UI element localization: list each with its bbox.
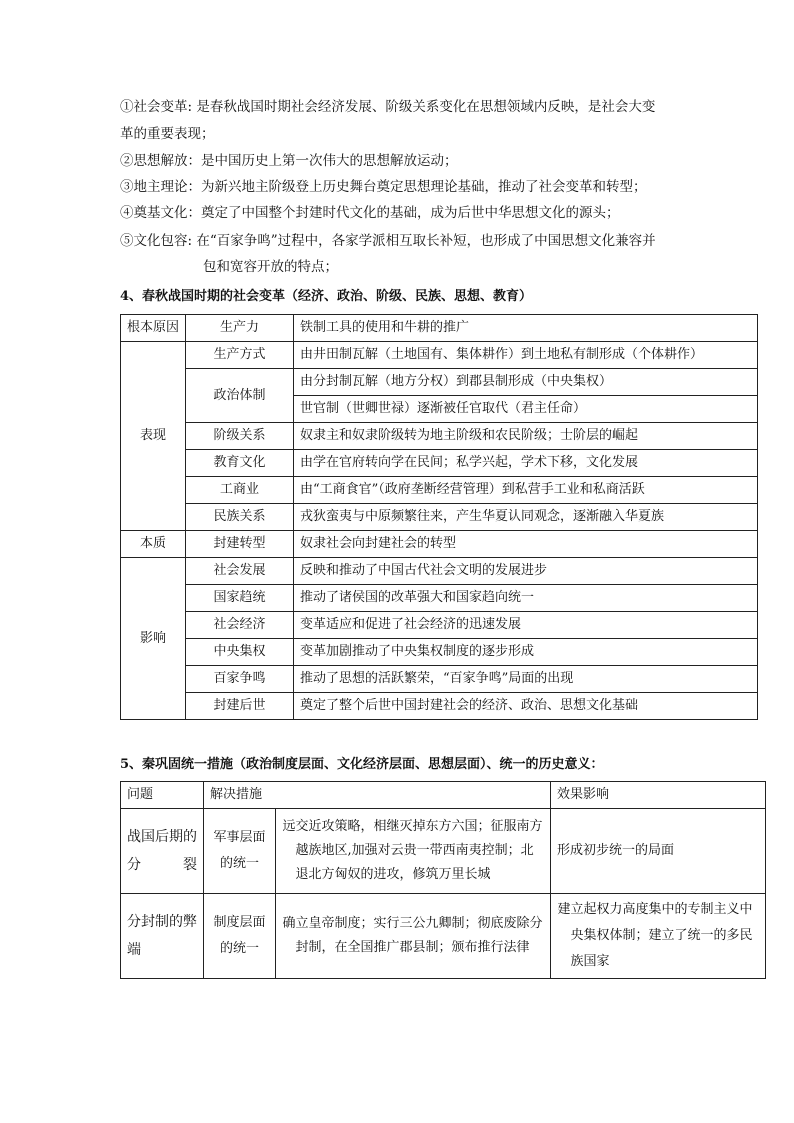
impact-key: 社会经济 xyxy=(186,612,294,639)
measure-cell: 确立皇帝制度；实行三公九卿制；彻底废除分封制，在全国推广郡县制；颁布推行法律 xyxy=(276,894,551,979)
table-row xyxy=(121,531,758,558)
impact-value: 反映和推动了中国古代社会文明的发展进步 xyxy=(294,558,758,585)
row-value: 由分封制瓦解（地方分权）到郡县制形成（中央集权） xyxy=(294,369,758,396)
row-key: 生产方式 xyxy=(186,342,294,369)
table-row xyxy=(121,423,758,450)
table-row xyxy=(121,639,758,666)
impact-label: 影响 xyxy=(121,558,186,720)
table-row xyxy=(121,782,766,809)
level-cell: 军事层面的统一 xyxy=(204,809,276,894)
table-row xyxy=(121,693,758,720)
section5-title: 5、秦巩固统一措施（政治制度层面、文化经济层面、思想层面）、统一的历史意义： xyxy=(120,757,604,772)
section4-title: 4、春秋战国时期的社会变革（经济、政治、阶级、民族、思想、教育） xyxy=(120,289,533,304)
row-key: 民族关系 xyxy=(186,504,294,531)
measure-cell: 远交近攻策略，相继灭掉东方六国；征服南方越族地区,加强对云贵一带西南夷控制；北退北方匈奴的进攻，修筑万里长城 xyxy=(276,809,551,894)
row-value: 世官制（世卿世禄）逐渐被任官取代（君主任命） xyxy=(294,396,758,423)
intro-line-2: ②思想解放：是中国历史上第一次伟大的思想解放运动； xyxy=(120,153,458,169)
impact-key: 中央集权 xyxy=(186,639,294,666)
row-key: 工商业 xyxy=(186,477,294,504)
essence-item: 封建转型 xyxy=(186,531,294,558)
table-row xyxy=(121,666,758,693)
problem-cell: 战国后期的分裂 xyxy=(121,809,204,894)
impact-key: 国家趋统 xyxy=(186,585,294,612)
intro-line-5: ⑤文化包容: 在“百家争鸣”过程中，各家学派相互取长补短，也形成了中国思想文化兼容并 xyxy=(120,233,656,249)
header-problem: 问题 xyxy=(121,782,204,809)
table-row xyxy=(121,369,758,396)
intro-line-5b: 包和宽容开放的特点； xyxy=(203,259,338,275)
social-change-table xyxy=(120,314,758,720)
table-row xyxy=(121,894,766,979)
root-item: 生产力 xyxy=(186,315,294,342)
header-effect: 效果影响 xyxy=(551,782,766,809)
table-row xyxy=(121,504,758,531)
header-solution: 解决措施 xyxy=(204,782,551,809)
biaoxian-label: 表现 xyxy=(121,342,186,531)
problem-cell: 分封制的弊端 xyxy=(121,894,204,979)
effect-cell: 建立起权力高度集中的专制主义中央集权体制；建立了统一的多民族国家 xyxy=(551,894,766,979)
intro-line-1b: 革的重要表现； xyxy=(120,126,215,142)
table-row xyxy=(121,558,758,585)
table-row xyxy=(121,342,758,369)
row-key: 政治体制 xyxy=(186,369,294,423)
row-value: 戎狄蛮夷与中原频繁往来，产生华夏认同观念，逐渐融入华夏族 xyxy=(294,504,758,531)
root-desc: 铁制工具的使用和牛耕的推广 xyxy=(294,315,758,342)
table-row xyxy=(121,585,758,612)
table-row xyxy=(121,477,758,504)
essence-label: 本质 xyxy=(121,531,186,558)
row-key: 教育文化 xyxy=(186,450,294,477)
intro-line-3: ③地主理论：为新兴地主阶级登上历史舞台奠定思想理论基础，推动了社会变革和转型； xyxy=(120,179,647,195)
impact-key: 社会发展 xyxy=(186,558,294,585)
row-value: 由学在官府转向学在民间；私学兴起，学术下移，文化发展 xyxy=(294,450,758,477)
essence-desc: 奴隶社会向封建社会的转型 xyxy=(294,531,758,558)
impact-value: 变革加剧推动了中央集权制度的逐步形成 xyxy=(294,639,758,666)
row-value: 奴隶主和奴隶阶级转为地主阶级和农民阶级；士阶层的崛起 xyxy=(294,423,758,450)
row-value: 由井田制瓦解（土地国有、集体耕作）到土地私有制形成（个体耕作） xyxy=(294,342,758,369)
root-label: 根本原因 xyxy=(121,315,186,342)
table-row xyxy=(121,612,758,639)
impact-key: 百家争鸣 xyxy=(186,666,294,693)
intro-line-1: ①社会变革: 是春秋战国时期社会经济发展、阶级关系变化在思想领域内反映，是社会大变 xyxy=(120,99,656,115)
impact-value: 推动了诸侯国的改革强大和国家趋向统一 xyxy=(294,585,758,612)
qin-unification-table xyxy=(120,781,766,979)
table-row xyxy=(121,450,758,477)
level-cell: 制度层面的统一 xyxy=(204,894,276,979)
row-value: 由“工商食官”（政府垄断经营管理）到私营手工业和私商活跃 xyxy=(294,477,758,504)
impact-key: 封建后世 xyxy=(186,693,294,720)
effect-cell: 形成初步统一的局面 xyxy=(551,809,766,894)
intro-line-4: ④奠基文化：奠定了中国整个封建时代文化的基础，成为后世中华思想文化的源头； xyxy=(120,205,620,221)
table-row xyxy=(121,315,758,342)
impact-value: 推动了思想的活跃繁荣，“百家争鸣”局面的出现 xyxy=(294,666,758,693)
table-row xyxy=(121,809,766,894)
impact-value: 变革适应和促进了社会经济的迅速发展 xyxy=(294,612,758,639)
impact-value: 奠定了整个后世中国封建社会的经济、政治、思想文化基础 xyxy=(294,693,758,720)
row-key: 阶级关系 xyxy=(186,423,294,450)
